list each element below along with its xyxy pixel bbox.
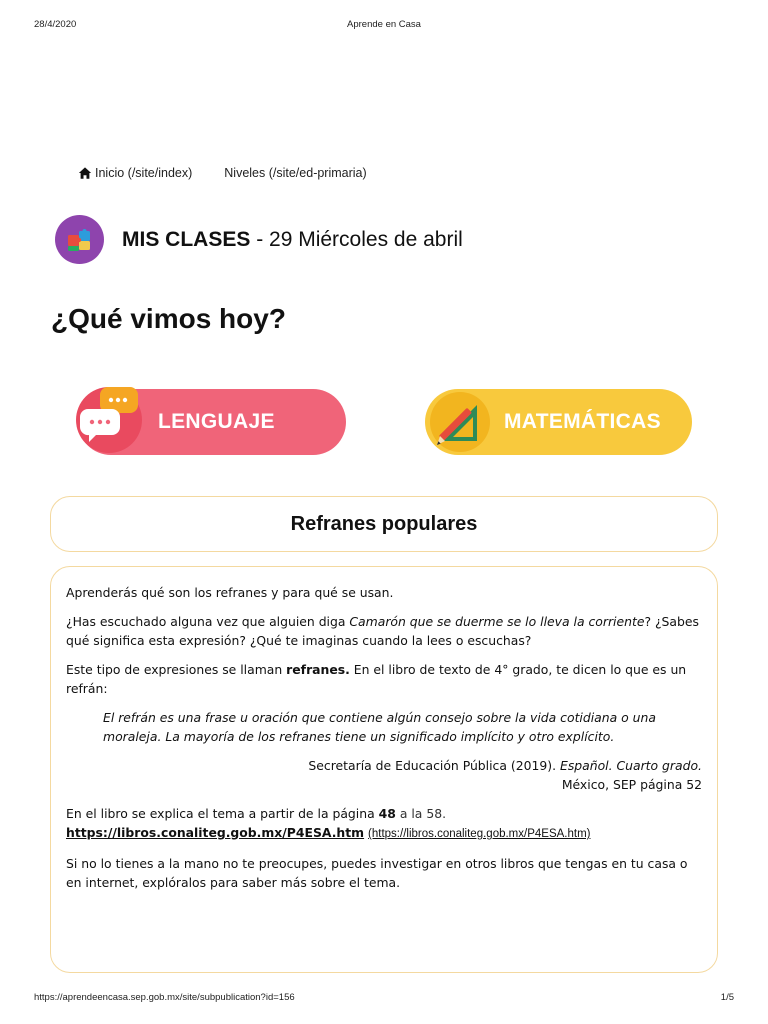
print-footer [0, 992, 768, 1006]
saying-text: Camarón que se duerme se lo lleva la corriente [349, 613, 645, 629]
print-header [0, 19, 768, 33]
definition-quote: El refrán es una frase u oración que contiene algún consejo sobre la vida cotidiana o una moraleja. La mayoría de los refranes tiene un significado implícito y otro explícito. [103, 709, 656, 744]
classes-header [55, 215, 463, 264]
citation-title: Español. Cuarto grado. [559, 757, 702, 773]
print-title: Aprende en Casa [347, 19, 421, 30]
question-text-start: ¿Has escuchado alguna vez que alguien diga [66, 613, 350, 629]
definition-text-start: Este tipo de expresiones se llaman [66, 661, 287, 677]
breadcrumb-levels-link[interactable] [224, 166, 366, 180]
speech-bubbles-icon [76, 383, 142, 457]
book-link-url[interactable]: (https://libros.conaliteg.gob.mx/P4ESA.htm) [368, 828, 591, 840]
definition-paragraph [66, 660, 702, 699]
matematicas-button-label: MATEMÁTICAS [504, 410, 661, 433]
print-date: 28/4/2020 [34, 19, 77, 30]
book-link[interactable]: https://libros.conaliteg.gob.mx/P4ESA.htm [66, 825, 365, 840]
lenguaje-button-label: LENGUAJE [158, 410, 275, 433]
question-text-end: ? ¿Sabes qué significa esta expresión? ¿Qué te imaginas cuando la lees o escuchas? [66, 613, 699, 648]
breadcrumb-home-label: Inicio (/site/index) [95, 166, 193, 180]
book-text-end: a la 58. [395, 805, 447, 821]
puzzle-logo-icon [55, 215, 104, 264]
breadcrumb-levels-label: Niveles (/site/ed-primaria) [224, 166, 367, 180]
definition-term: refranes. [286, 661, 350, 677]
book-start-page: 48 [378, 805, 396, 821]
classes-title-date: - 29 Miércoles de abril [250, 227, 463, 251]
breadcrumb-home-link[interactable] [78, 166, 192, 180]
citation-publisher: México, SEP página 52 [561, 777, 702, 792]
ruler-pencil-icon [429, 391, 491, 453]
print-page-number: 1/5 [720, 992, 734, 1003]
closing-paragraph: Si no lo tienes a la mano no te preocupes, puedes investigar en otros libros que tengas en tu casa o en internet, explóralos para saber más sobre el tema. [66, 855, 688, 890]
intro-paragraph: Aprenderás qué son los refranes y para qué se usan. [66, 585, 394, 600]
print-url: https://aprendeencasa.sep.gob.mx/site/subpublication?id=156 [34, 992, 295, 1003]
matematicas-button[interactable] [425, 389, 692, 455]
breadcrumb [78, 166, 367, 180]
topic-title: Refranes populares [290, 512, 478, 535]
classes-title [122, 228, 463, 252]
topic-box [50, 496, 718, 552]
citation-author: Secretaría de Educación Pública (2019). [308, 757, 560, 773]
page-heading: ¿Qué vimos hoy? [51, 303, 286, 334]
book-text-start: En el libro se explica el tema a partir de la página [66, 805, 379, 821]
classes-title-bold: MIS CLASES [122, 227, 251, 251]
lenguaje-button[interactable] [78, 389, 346, 455]
citation [66, 756, 702, 795]
definition-text-end: En el libro de texto de 4° grado, te dicen lo que es un refrán: [66, 661, 687, 696]
question-paragraph [66, 612, 702, 651]
home-icon [78, 166, 92, 180]
book-paragraph [66, 804, 702, 845]
lesson-content [50, 566, 718, 973]
